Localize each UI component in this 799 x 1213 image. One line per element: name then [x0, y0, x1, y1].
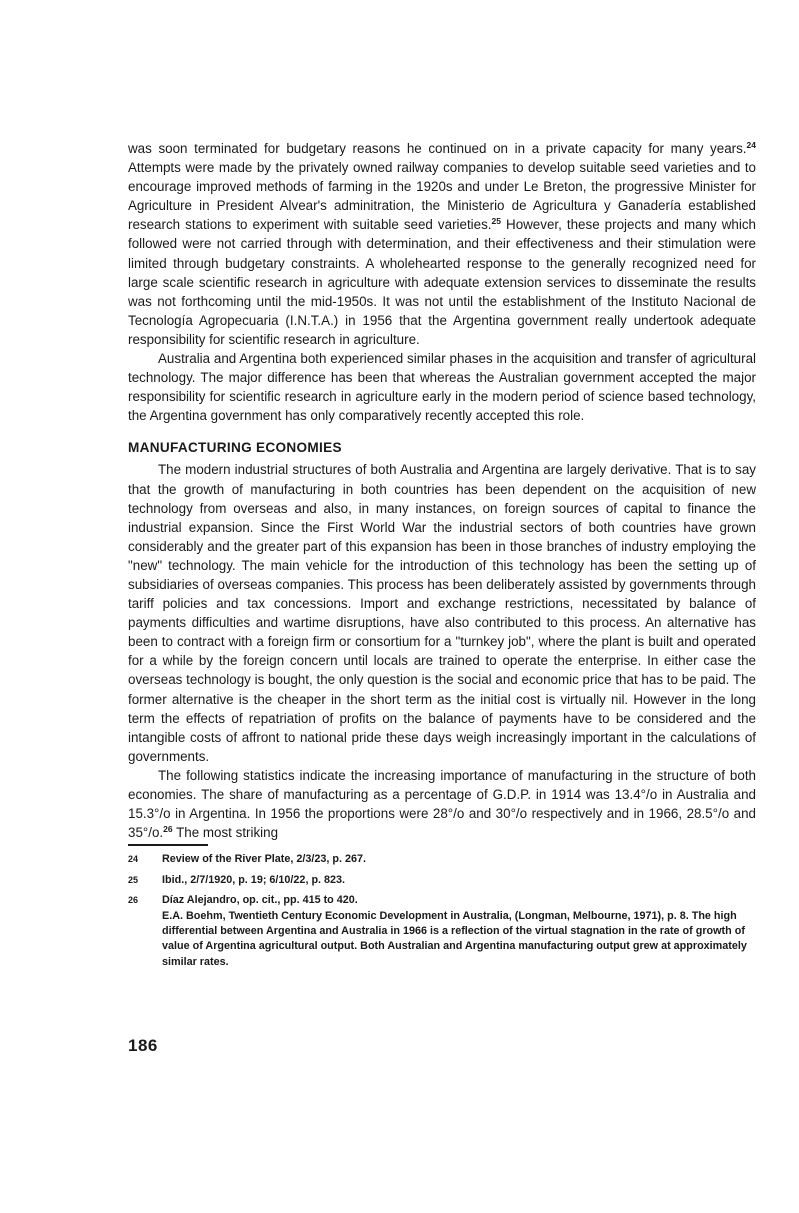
paragraph-continuation: [128, 139, 756, 349]
para-text: However, these projects and many which followed were not carried through with determination, and their effectiveness and their stimulation were limited through budgetary constraints. A wholehearted response to the generally recognized need for large scale scientific research in agriculture with adequate extension services to disseminate the results was not forthcoming until the mid-1950s. It was not until the establishment of the Instituto Nacional de Tecnología Agropecuaria (I.N.T.A.) in 1956 that the Argentina government really undertook adequate responsibility for scientific research in agriculture.: [128, 217, 756, 347]
para-text: The following statistics indicate the increasing importance of manufacturing in the structure of both economies. The share of manufacturing as a percentage of G.D.P. in 1914 was 13.4°/o in Australia and 15.3°/o in Argentina. In 1956 the proportions were 28°/o and 30°/o respectively and in 1966, 28.5°/o and 35°/o.: [128, 767, 756, 841]
para-text: was soon terminated for budgetary reasons he continued on in a private capacity for many years.: [128, 141, 747, 156]
footnote-line: E.A. Boehm, Twentieth Century Economic Development in Australia, (Longman, Melbourne, 1971), p. 8. The high differential between Argentina and Australia in 1966 is a reflection of the virtual stagnation in the rate of growth of value of Argentina agricultural output. Both Australian and Argentina manufacturing output grew at approximately similar rates.: [162, 909, 747, 968]
footnote-26: [128, 893, 756, 970]
section-heading: MANUFACTURING ECONOMIES: [128, 440, 342, 456]
footnote-line: Review of the River Plate, 2/3/23, p. 267.: [162, 853, 367, 866]
footnote-line: Díaz Alejandro, op. cit., pp. 415 to 420.: [162, 894, 358, 907]
footnote-number: 25: [128, 874, 139, 885]
footnote-text: [162, 893, 756, 970]
paragraph-statistics: [128, 766, 756, 842]
footnotes: [128, 852, 756, 970]
footnote-number: 24: [128, 854, 139, 865]
footnote-number: 26: [128, 895, 139, 906]
page-number: 186: [128, 1036, 158, 1055]
footnote-text: [162, 873, 756, 888]
para-text: Attempts were made by the privately owned railway companies to develop suitable seed varieties and to encourage improved methods of farming in the 1920s and under Le Breton, the progressive Minister for Agriculture in President Alvear's adminitration, the Ministerio de Agricultura y Ganadería established research stations to experiment with suitable seed varieties.: [128, 160, 756, 233]
footnote-line: Ibid., 2/7/1920, p. 19; 6/10/22, p. 823.: [162, 873, 346, 886]
footnote-ref-24: 24: [746, 140, 756, 150]
paragraph-comparison: Australia and Argentina both experienced similar phases in the acquisition and transfer of agricultural technology. The major difference has been that whereas the Australian government accepted the major responsibility for scientific research in agriculture early in the modern period of science based technology, the Argentina government has only comparatively recently accepted this role.: [128, 351, 756, 424]
paragraph-industrial: The modern industrial structures of both Australia and Argentina are largely derivative. That is to say that the growth of manufacturing in both countries has been dependent on the acquisition of new technology from overseas and also, in many instances, on foreign sources of capital to finance the industrial expansion. Since the First World War the industrial sectors of both countries have grown considerably and the greater part of this expansion has been in those branches of industry employing the "new" technology. The main vehicle for the introduction of this technology has been the setting up of subsidiaries of overseas companies. This process has been deliberately assisted by governments through tariff policies and tax concessions. Import and exchange restrictions, necessitated by balance of payments difficulties and wartime disruptions, have also contributed to this process. An alternative has been to contract with a foreign firm or consortium for a "turnkey job", where the plant is built and operated for a while by the foreign concern until locals are trained to operate the enterprise. In either case the overseas technology is bought, the only question is the social and economic price that has to be paid. The former alternative is the cheaper in the short term as the initial cost is virtually nil. However in the long term the effects of repatriation of profits on the balance of payments have to be considered and the intangible costs of affront to national pride these days weigh increasingly important in the calculations of governments.: [128, 462, 756, 764]
footnote-rule: [128, 844, 208, 846]
footnote-25: [128, 873, 756, 888]
footnote-text: [162, 852, 756, 867]
footnote-ref-25: 25: [491, 216, 501, 227]
footnote-24: [128, 852, 756, 867]
page-body: [128, 139, 756, 975]
para-text: The most striking: [172, 825, 279, 841]
footnote-ref-26: 26: [163, 824, 173, 835]
